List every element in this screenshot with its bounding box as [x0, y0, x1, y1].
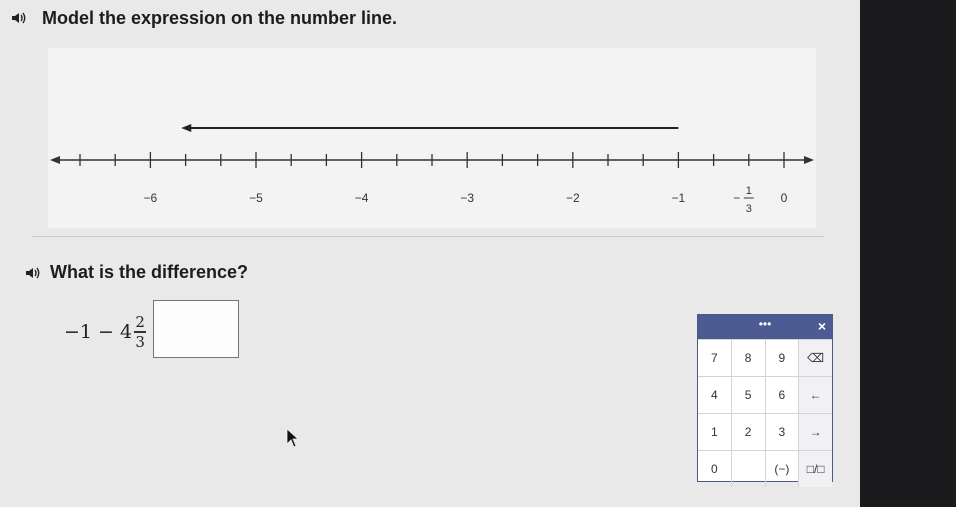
right-arrowhead-icon — [804, 156, 814, 164]
key-5[interactable]: 5 — [731, 377, 765, 413]
fraction-denominator: 3 — [135, 332, 145, 351]
question-2: What is the difference? — [50, 262, 249, 282]
expression-fraction — [134, 314, 146, 350]
left-arrowhead-icon — [50, 156, 60, 164]
keypad-close-button[interactable]: × — [817, 318, 826, 334]
question-1: Model the expression on the number line. — [42, 8, 398, 28]
key-6[interactable]: 6 — [765, 377, 799, 413]
speaker-icon[interactable] — [24, 266, 42, 280]
key-8[interactable]: 8 — [731, 340, 765, 376]
fraction-numerator: 2 — [135, 313, 145, 332]
key-1[interactable]: 1 — [711, 425, 718, 439]
right-arrow-key[interactable]: → — [798, 414, 832, 450]
expression-left: −1 − 4 — [64, 321, 133, 343]
keypad-row — [698, 339, 832, 376]
keypad-header — [698, 315, 832, 339]
key-2[interactable]: 2 — [731, 414, 765, 450]
keypad — [697, 314, 833, 482]
key-0[interactable]: 0 — [711, 462, 718, 476]
number-line-label: 0 — [780, 191, 788, 205]
keypad-drag-handle[interactable]: ••• — [758, 317, 772, 331]
number-line-panel — [48, 48, 816, 228]
left-arrow-key[interactable]: ← — [798, 377, 832, 413]
number-line-label: −6 — [143, 191, 158, 205]
number-line-label: −2 — [565, 191, 580, 205]
number-line[interactable] — [48, 48, 816, 228]
key-7[interactable]: 7 — [711, 351, 718, 365]
key-9[interactable]: 9 — [765, 340, 799, 376]
number-line-label: −4 — [354, 191, 369, 205]
keypad-row — [698, 376, 832, 413]
key-4[interactable]: 4 — [711, 388, 718, 402]
number-line-label: −3 — [460, 191, 475, 205]
mouse-cursor-icon — [286, 428, 300, 448]
speaker-icon[interactable] — [10, 11, 28, 25]
fraction-key[interactable]: □/□ — [798, 451, 832, 487]
number-line-label: −1 — [671, 191, 686, 205]
divider — [32, 236, 824, 237]
number-line-label: −5 — [249, 191, 263, 205]
model-arrow-head-icon — [181, 124, 191, 132]
number-line-label-denominator: 3 — [745, 203, 752, 215]
number-line-label-sign: − — [733, 191, 741, 205]
negative-key[interactable]: (−) — [765, 451, 799, 487]
number-line-label-numerator: 1 — [745, 185, 752, 197]
keypad-row — [698, 413, 832, 450]
key-3[interactable]: 3 — [765, 414, 799, 450]
answer-input[interactable] — [153, 300, 239, 358]
backspace-key[interactable]: ⌫ — [798, 340, 832, 376]
keypad-row — [698, 450, 832, 487]
key-blank[interactable] — [731, 451, 765, 487]
